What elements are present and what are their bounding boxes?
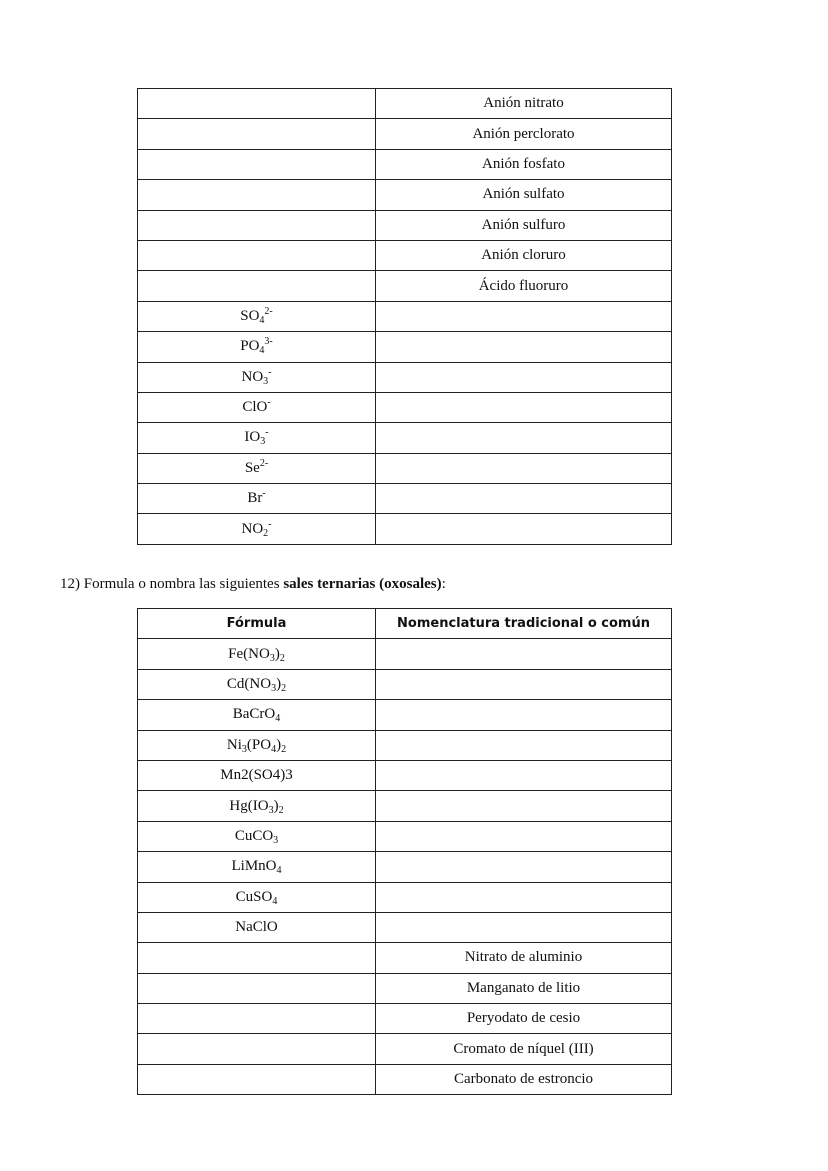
name-cell[interactable]: Anión fosfato bbox=[376, 149, 672, 179]
formula-subscript: 2 bbox=[279, 652, 285, 664]
name-cell[interactable] bbox=[376, 484, 672, 514]
name-cell[interactable] bbox=[376, 882, 672, 912]
formula-part: ) bbox=[274, 645, 280, 662]
formula-cell[interactable] bbox=[138, 912, 376, 942]
formula-cell[interactable] bbox=[138, 332, 376, 362]
oxosales-table bbox=[137, 608, 672, 1095]
name-cell[interactable]: Ácido fluoruro bbox=[376, 271, 672, 301]
table-row bbox=[138, 639, 672, 669]
table-row bbox=[138, 240, 672, 270]
formula-subscript: 2 bbox=[281, 682, 287, 694]
header-formula: Fórmula bbox=[138, 609, 376, 639]
name-cell[interactable] bbox=[376, 760, 672, 790]
formula-part: ) bbox=[273, 797, 279, 814]
table-row bbox=[138, 210, 672, 240]
table-row bbox=[138, 882, 672, 912]
name-cell[interactable] bbox=[376, 453, 672, 483]
question-suffix: : bbox=[441, 576, 446, 592]
table-row bbox=[138, 852, 672, 882]
formula-charge: - bbox=[268, 518, 272, 530]
formula-part: ) bbox=[276, 736, 282, 753]
name-cell[interactable]: Manganato de litio bbox=[376, 973, 672, 1003]
name-cell[interactable]: Anión sulfato bbox=[376, 180, 672, 210]
formula-charge: - bbox=[262, 488, 266, 500]
formula-cell[interactable] bbox=[138, 484, 376, 514]
formula-cell[interactable] bbox=[138, 882, 376, 912]
table-row bbox=[138, 791, 672, 821]
table-row bbox=[138, 1064, 672, 1094]
formula-part: Fe(NO bbox=[228, 645, 270, 662]
formula-cell[interactable] bbox=[138, 852, 376, 882]
formula-cell[interactable] bbox=[138, 362, 376, 392]
name-cell[interactable] bbox=[376, 362, 672, 392]
formula-cell[interactable] bbox=[138, 791, 376, 821]
formula-part: Hg(IO bbox=[229, 797, 269, 814]
table-row bbox=[138, 514, 672, 544]
formula-cell[interactable] bbox=[138, 301, 376, 331]
name-cell[interactable] bbox=[376, 669, 672, 699]
header-name: Nomenclatura tradicional o común bbox=[376, 609, 672, 639]
name-cell[interactable]: Carbonato de estroncio bbox=[376, 1064, 672, 1094]
formula-base: NO bbox=[241, 520, 264, 537]
table-row bbox=[138, 484, 672, 514]
formula-cell[interactable] bbox=[138, 760, 376, 790]
formula-subscript: 4 bbox=[259, 345, 265, 357]
formula-charge: - bbox=[268, 366, 272, 378]
formula-base: Se bbox=[244, 459, 260, 476]
formula-subscript: 4 bbox=[275, 713, 281, 725]
table-header-row bbox=[138, 609, 672, 639]
formula-base: Br bbox=[247, 490, 263, 507]
formula-cell[interactable] bbox=[138, 669, 376, 699]
formula-cell[interactable] bbox=[138, 1034, 376, 1064]
table-row bbox=[138, 760, 672, 790]
formula-cell[interactable] bbox=[138, 240, 376, 270]
formula-subscript: 3 bbox=[273, 834, 279, 846]
name-cell[interactable]: Nitrato de aluminio bbox=[376, 943, 672, 973]
formula-part: BaCrO bbox=[232, 706, 276, 723]
name-cell[interactable]: Anión sulfuro bbox=[376, 210, 672, 240]
formula-subscript: 2 bbox=[278, 804, 284, 816]
name-cell[interactable] bbox=[376, 821, 672, 851]
formula-subscript: 3 bbox=[269, 652, 275, 664]
formula-cell[interactable] bbox=[138, 943, 376, 973]
name-cell[interactable] bbox=[376, 730, 672, 760]
formula-cell[interactable] bbox=[138, 514, 376, 544]
formula-base: IO bbox=[244, 429, 261, 446]
formula-cell[interactable] bbox=[138, 1004, 376, 1034]
name-cell[interactable] bbox=[376, 301, 672, 331]
name-cell[interactable] bbox=[376, 791, 672, 821]
formula-part: ) bbox=[276, 675, 282, 692]
formula-charge: - bbox=[265, 427, 269, 439]
formula-cell[interactable] bbox=[138, 453, 376, 483]
formula-subscript: 3 bbox=[241, 743, 247, 755]
formula-cell[interactable] bbox=[138, 700, 376, 730]
formula-charge: 2- bbox=[264, 305, 273, 317]
formula-cell[interactable] bbox=[138, 392, 376, 422]
formula-part: Ni bbox=[226, 736, 242, 753]
formula-base: NO bbox=[241, 368, 264, 385]
table-row bbox=[138, 453, 672, 483]
formula-subscript: 3 bbox=[263, 375, 269, 387]
formula-cell[interactable] bbox=[138, 973, 376, 1003]
table-row bbox=[138, 821, 672, 851]
formula-part: Mn2(SO4)3 bbox=[220, 767, 293, 784]
formula-base: ClO bbox=[242, 399, 268, 416]
formula-part: (PO bbox=[246, 736, 272, 753]
table-row bbox=[138, 332, 672, 362]
formula-cell[interactable] bbox=[138, 149, 376, 179]
name-cell[interactable]: Cromato de níquel (III) bbox=[376, 1034, 672, 1064]
table-row bbox=[138, 1004, 672, 1034]
name-cell[interactable] bbox=[376, 852, 672, 882]
formula-cell[interactable] bbox=[138, 89, 376, 119]
formula-subscript: 3 bbox=[271, 682, 277, 694]
table-row bbox=[138, 392, 672, 422]
table-row bbox=[138, 149, 672, 179]
table-row bbox=[138, 669, 672, 699]
name-cell[interactable]: Anión nitrato bbox=[376, 89, 672, 119]
table-row bbox=[138, 730, 672, 760]
formula-part: CuCO bbox=[234, 827, 274, 844]
formula-cell[interactable] bbox=[138, 180, 376, 210]
formula-cell[interactable] bbox=[138, 210, 376, 240]
formula-base: PO bbox=[240, 338, 260, 355]
name-cell[interactable] bbox=[376, 912, 672, 942]
formula-cell[interactable] bbox=[138, 271, 376, 301]
formula-cell[interactable] bbox=[138, 1064, 376, 1094]
table-row bbox=[138, 1034, 672, 1064]
formula-subscript: 3 bbox=[260, 436, 266, 448]
formula-subscript: 3 bbox=[268, 804, 274, 816]
table-row bbox=[138, 362, 672, 392]
formula-subscript: 4 bbox=[271, 743, 277, 755]
question-12 bbox=[60, 576, 446, 593]
formula-part: LiMnO bbox=[231, 858, 277, 875]
table-row bbox=[138, 943, 672, 973]
table-row bbox=[138, 912, 672, 942]
formula-subscript: 2 bbox=[281, 743, 287, 755]
formula-charge: 3- bbox=[264, 336, 273, 348]
formula-subscript: 4 bbox=[276, 865, 282, 877]
formula-charge: - bbox=[267, 397, 271, 409]
formula-part: CuSO bbox=[235, 888, 273, 905]
formula-part: Cd(NO bbox=[226, 675, 272, 692]
name-cell[interactable] bbox=[376, 514, 672, 544]
name-cell[interactable]: Anión perclorato bbox=[376, 119, 672, 149]
formula-cell[interactable] bbox=[138, 639, 376, 669]
formula-cell[interactable] bbox=[138, 423, 376, 453]
name-cell[interactable] bbox=[376, 392, 672, 422]
table-row bbox=[138, 119, 672, 149]
table-row bbox=[138, 301, 672, 331]
formula-cell[interactable] bbox=[138, 730, 376, 760]
table-row bbox=[138, 423, 672, 453]
formula-base: SO bbox=[240, 307, 260, 324]
table-row bbox=[138, 973, 672, 1003]
name-cell[interactable]: Anión cloruro bbox=[376, 240, 672, 270]
formula-charge: 2- bbox=[259, 457, 269, 469]
question-prefix: 12) Formula o nombra las siguientes bbox=[60, 576, 284, 592]
table-row bbox=[138, 700, 672, 730]
name-cell[interactable] bbox=[376, 639, 672, 669]
name-cell[interactable] bbox=[376, 332, 672, 362]
formula-subscript: 4 bbox=[272, 895, 278, 907]
name-cell[interactable] bbox=[376, 423, 672, 453]
table-row bbox=[138, 180, 672, 210]
anion-table bbox=[137, 88, 672, 545]
formula-subscript: 2 bbox=[263, 527, 269, 539]
name-cell[interactable] bbox=[376, 700, 672, 730]
formula-cell[interactable] bbox=[138, 119, 376, 149]
formula-part: NaClO bbox=[235, 919, 278, 936]
table-row bbox=[138, 271, 672, 301]
question-bold: sales ternarias (oxosales) bbox=[283, 576, 442, 592]
name-cell[interactable]: Peryodato de cesio bbox=[376, 1004, 672, 1034]
formula-cell[interactable] bbox=[138, 821, 376, 851]
formula-subscript: 4 bbox=[259, 314, 265, 326]
table-row bbox=[138, 89, 672, 119]
